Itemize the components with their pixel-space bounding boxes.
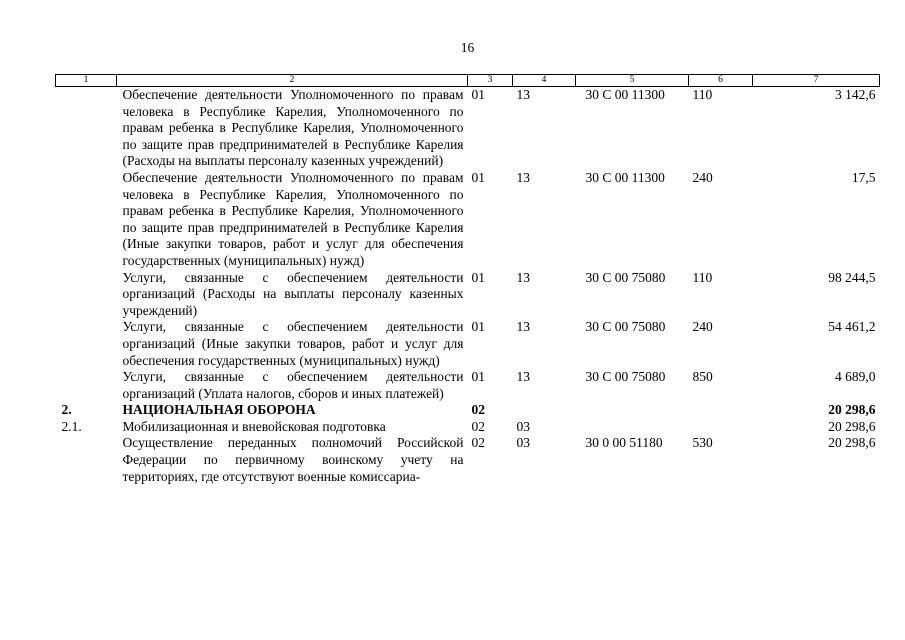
row-name: Осуществление переданных полномочий Российской Федерации по первичному воинскому учету на территориях, где отсутствуют военные комиссариа- [122,435,464,484]
row-subsection-code: 13 [516,269,530,285]
row-item-number [56,369,117,402]
table-row [56,402,880,419]
column-header: 5 [576,75,689,87]
row-target-code [576,419,689,436]
row-name: Обеспечение деятельности Уполномоченного по правам человека в Республике Карелия, Уполномоченного по правам ребенка в Республике Карелия, Уполномоченного по защите прав предпринимателей в Республике Карелия (Иные закупки товаров, работ и услуг для обеспечения государственных (муниципальных) нужд) [122,169,464,268]
table-header [56,75,880,87]
row-amount: 54 461,2 [828,319,876,335]
row-item-number [56,270,117,320]
row-target-code: 30 С 00 75080 [585,269,666,285]
row-expense-type: 850 [692,369,713,385]
column-header: 4 [513,75,576,87]
column-header: 7 [753,75,880,87]
column-header: 2 [117,75,468,87]
row-section-code: 01 [471,269,485,285]
budget-table [55,74,880,485]
table-body [56,87,880,486]
page-number: 16 [460,40,475,55]
table-row [56,369,880,402]
row-expense-type: 240 [692,169,713,185]
row-amount: 20 298,6 [828,435,876,451]
row-name: Обеспечение деятельности Уполномоченного по правам человека в Республике Карелия, Уполномоченного по правам ребенка в Республике Карелия, Уполномоченного по защите прав предпринимателей в Республике Карелия (Расходы на выплаты персоналу казенных учреждений) [122,87,464,169]
row-item-number: 2.1. [61,418,82,434]
row-amount: 4 689,0 [835,369,876,385]
row-section-code: 02 [471,402,485,418]
row-name: Услуги, связанные с обеспечением деятельности организаций (Иные закупки товаров, работ и услуг для обеспечения государственных (муниципальных) нужд) [122,319,464,368]
row-name: Мобилизационная и вневойсковая подготовка [122,418,386,434]
row-target-code [576,402,689,419]
row-section-code: 02 [471,418,485,434]
row-subsection-code: 13 [516,369,530,385]
column-header: 1 [56,75,117,87]
row-subsection-code: 13 [516,87,530,102]
row-section-code: 01 [471,319,485,335]
row-subsection-code [513,402,576,419]
row-name: Услуги, связанные с обеспечением деятельности организаций (Расходы на выплаты персоналу казенных учреждений) [122,269,464,318]
row-name: Услуги, связанные с обеспечением деятельности организаций (Уплата налогов, сборов и иных платежей) [122,369,464,401]
table-row [56,419,880,436]
row-item-number: 2. [61,402,72,418]
row-expense-type [689,419,753,436]
row-expense-type [689,402,753,419]
row-target-code: 30 С 00 75080 [585,319,666,335]
row-item-number [56,435,117,485]
row-target-code: 30 С 00 11300 [585,87,665,102]
row-amount: 20 298,6 [828,418,876,434]
row-item-number [56,319,117,369]
row-target-code: 30 0 00 51180 [585,435,663,451]
row-amount: 17,5 [851,169,876,185]
row-subsection-code: 03 [516,418,530,434]
row-expense-type: 240 [692,319,713,335]
row-section-code: 01 [471,169,485,185]
row-expense-type: 530 [692,435,713,451]
row-amount: 98 244,5 [828,269,876,285]
table-row [56,170,880,270]
table-row [56,319,880,369]
row-target-code: 30 С 00 11300 [585,169,665,185]
table-row [56,87,880,170]
row-section-code: 01 [471,369,485,385]
column-header: 3 [468,75,513,87]
row-amount: 3 142,6 [835,87,876,102]
row-subsection-code: 03 [516,435,530,451]
row-section-code: 02 [471,435,485,451]
row-subsection-code: 13 [516,169,530,185]
row-subsection-code: 13 [516,319,530,335]
row-target-code: 30 С 00 75080 [585,369,666,385]
table-row [56,435,880,485]
row-item-number [56,87,117,170]
table-row [56,270,880,320]
row-amount: 20 298,6 [828,402,876,418]
row-expense-type: 110 [692,87,713,102]
column-header: 6 [689,75,753,87]
row-expense-type: 110 [692,269,713,285]
row-item-number [56,170,117,270]
row-name: НАЦИОНАЛЬНАЯ ОБОРОНА [122,402,316,418]
row-section-code: 01 [471,87,485,102]
